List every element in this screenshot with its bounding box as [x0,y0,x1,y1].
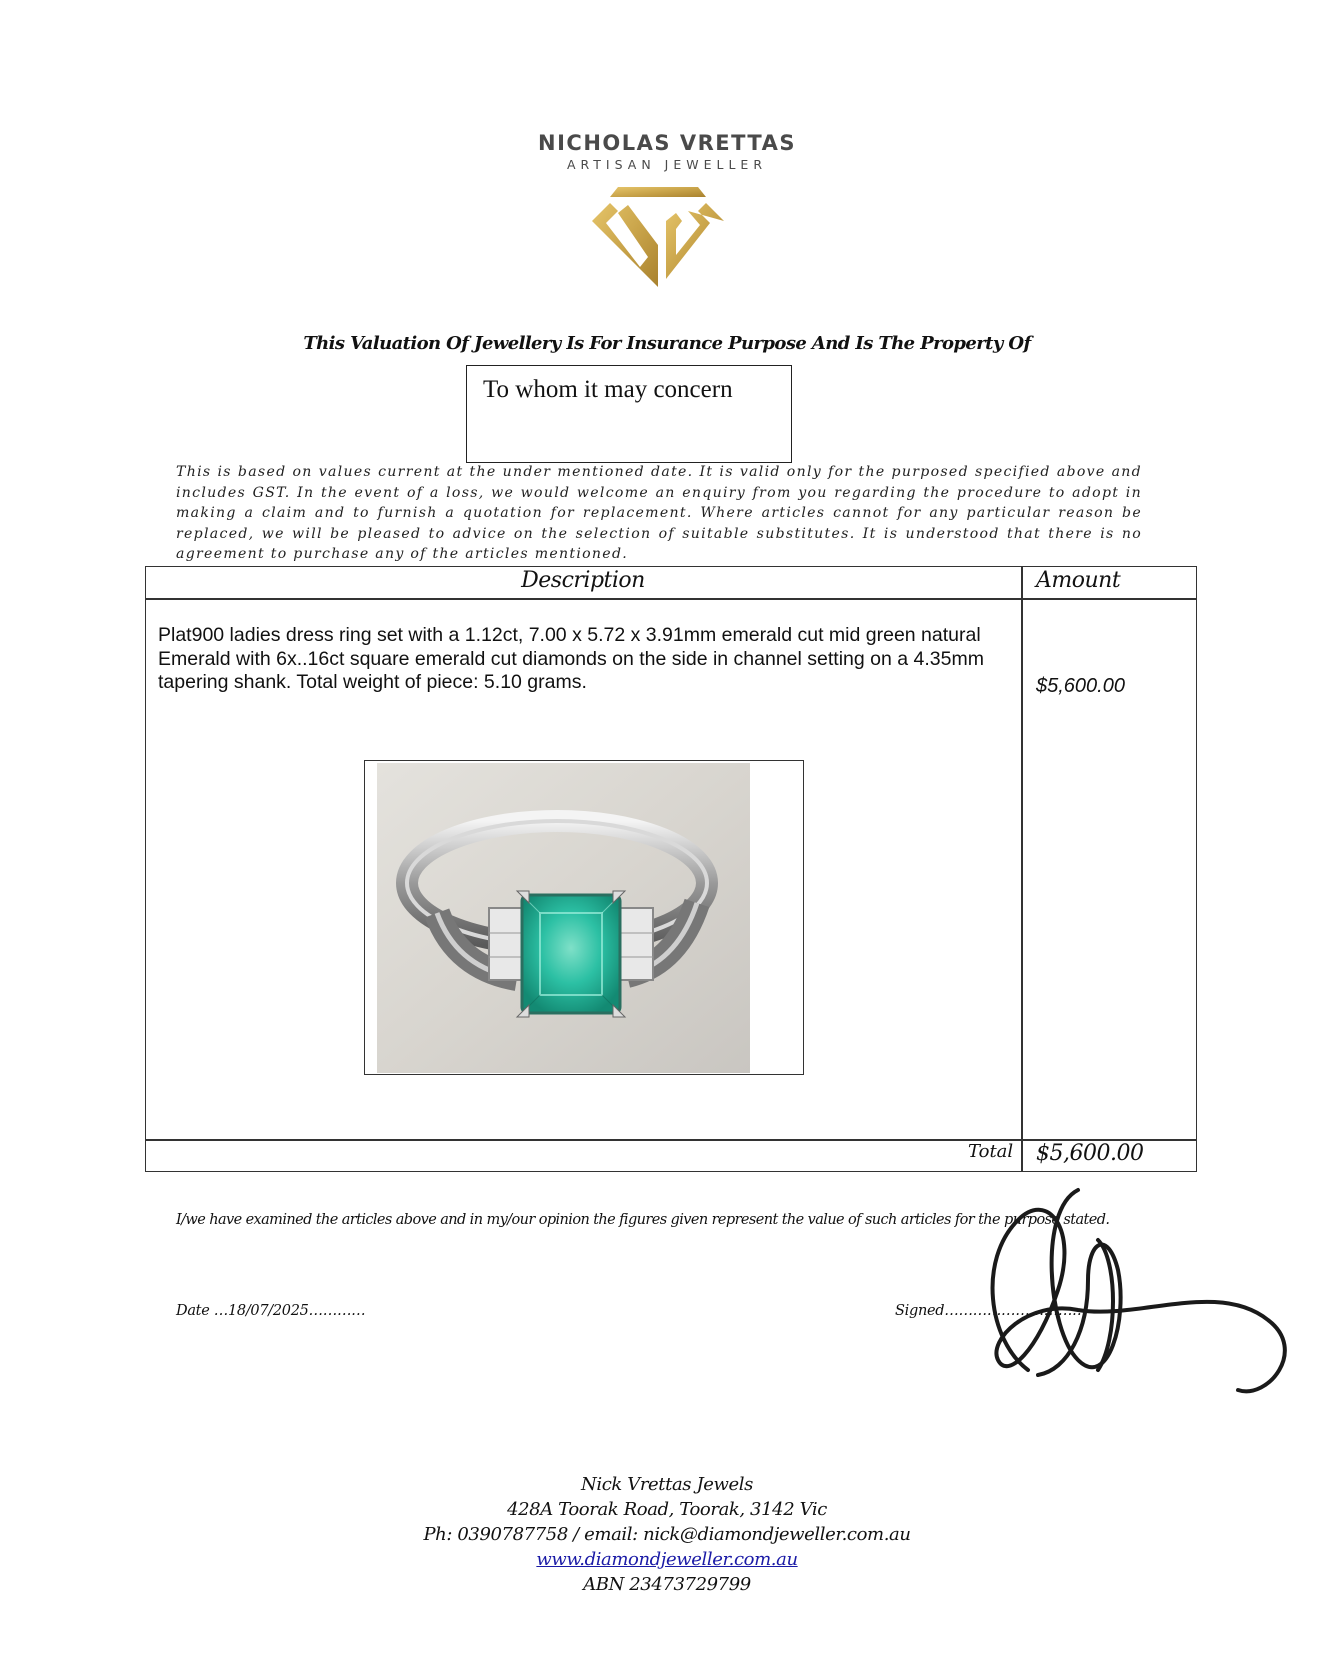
brand-tagline: ARTISAN JEWELLER [566,157,768,172]
ring-photo-frame [364,760,804,1075]
table-column-divider [1021,566,1023,1172]
owner-name: To whom it may concern [483,376,733,403]
valuation-heading: This Valuation Of Jewellery Is For Insurance Purpose And Is The Property Of [303,333,1031,354]
signed-line: Signed………………………… [895,1303,1087,1319]
column-header-description: Description [521,568,645,593]
date-line: Date …18/07/2025………… [176,1303,366,1319]
disclaimer-text: This is based on values current at the under mentioned date. It is valid only for the purposed specified above and includes GST. In the event of a loss, we would welcome an enquiry from you regarding the procedure to adopt in making a claim and to furnish a quotation for replacement. Where articles cannot for any particular reason be replaced, we will be pleased to advice on the selection of suitable substitutes. It is understood that there is no agreement to purchase any of the articles mentioned. [176,464,1142,562]
footer-business-name: Nick Vrettas Jewels [581,1474,753,1495]
column-header-amount: Amount [1036,568,1121,593]
total-value: $5,600.00 [1036,1141,1144,1166]
emerald-ring-photo [377,763,750,1073]
footer-abn: ABN 23473729799 [583,1574,751,1595]
footer-address: 428A Toorak Road, Toorak, 3142 Vic [507,1499,827,1520]
total-label: Total [968,1141,1014,1162]
opinion-statement: I/we have examined the articles above and in my/our opinion the figures given represent the value of such articles for the purpose stated. [176,1212,1110,1228]
handwritten-signature [968,1170,1308,1410]
item-amount: $5,600.00 [1036,675,1125,697]
table-header-divider [145,598,1197,600]
nv-diamond-logo-icon [588,183,728,293]
owner-box [466,365,792,463]
brand-name: NICHOLAS VRETTAS [538,131,796,155]
item-description: Plat900 ladies dress ring set with a 1.12ct, 7.00 x 5.72 x 3.91mm emerald cut mid green natural Emerald with 6x..16ct square emerald cut diamonds on the side in channel setting on a 4.35mm tapering shank. Total weight of piece: 5.10 grams. [158,624,984,693]
footer-contact: Ph: 0390787758 / email: nick@diamondjeweller.com.au [423,1524,911,1545]
footer-website-link[interactable]: www.diamondjeweller.com.au [536,1549,798,1570]
